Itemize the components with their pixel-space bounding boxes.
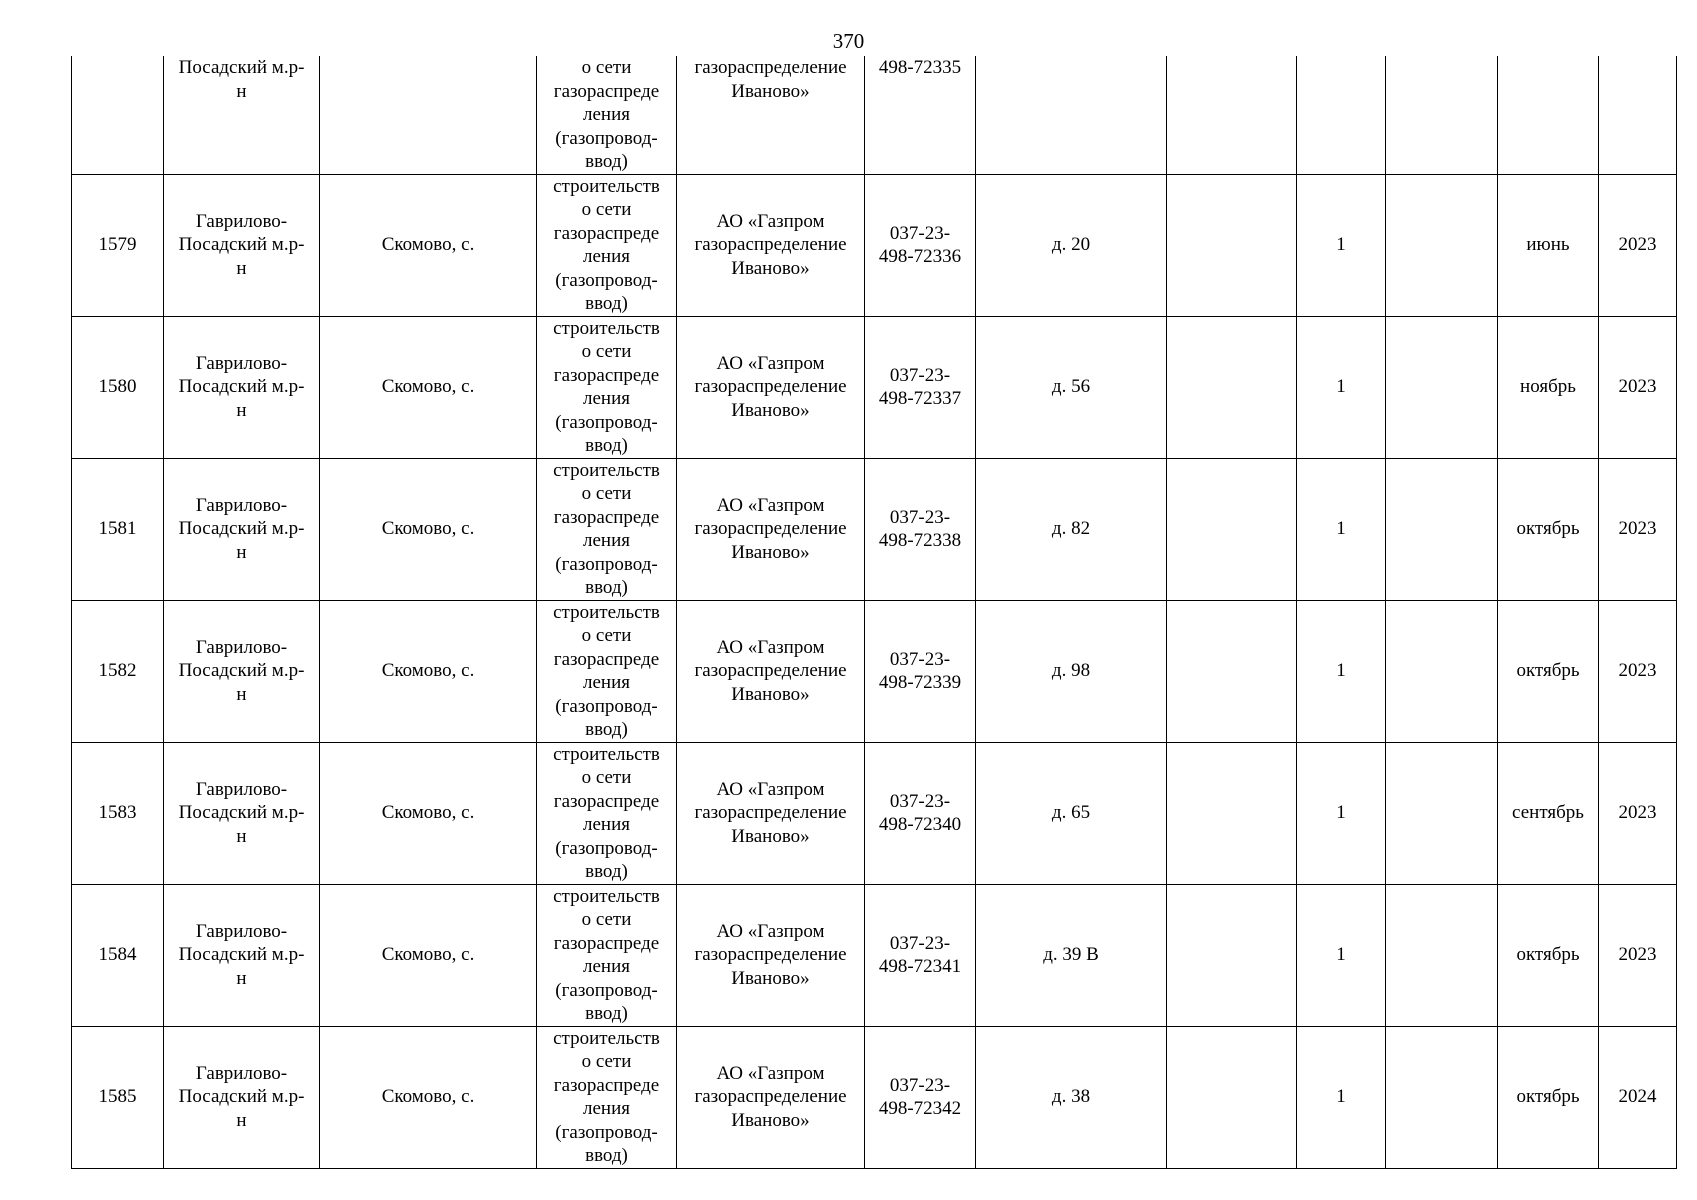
cell-settlement: Скомово, с.	[320, 316, 537, 458]
cell-district: Гаврилово- Посадский м.р- н	[164, 884, 320, 1026]
cell-count: 1	[1297, 458, 1386, 600]
cell-year: 2023	[1599, 458, 1677, 600]
cell-num: 1579	[72, 174, 164, 316]
cell-organization: АО «Газпром газораспределение Иваново»	[677, 600, 865, 742]
cell-work-type: строительств о сети газораспреде ления (газопровод- ввод)	[537, 884, 677, 1026]
table-row	[72, 316, 1677, 458]
cell-num	[72, 56, 164, 174]
cell-district: Гаврилово- Посадский м.р- н	[164, 458, 320, 600]
table-row	[72, 458, 1677, 600]
cell-count: 1	[1297, 884, 1386, 1026]
cell-code: 037-23- 498-72337	[865, 316, 976, 458]
cell-settlement: Скомово, с.	[320, 174, 537, 316]
cell-district: Гаврилово- Посадский м.р- н	[164, 600, 320, 742]
cell-month	[1498, 56, 1599, 174]
cell-num: 1580	[72, 316, 164, 458]
cell-work-type: строительств о сети газораспреде ления (газопровод- ввод)	[537, 1026, 677, 1168]
data-table	[71, 56, 1677, 1169]
cell-empty-1	[1167, 56, 1297, 174]
cell-address: д. 56	[976, 316, 1167, 458]
cell-work-type: строительств о сети газораспреде ления (газопровод- ввод)	[537, 458, 677, 600]
cell-month: ноябрь	[1498, 316, 1599, 458]
table-row	[72, 1026, 1677, 1168]
cell-empty-1	[1167, 316, 1297, 458]
cell-settlement: Скомово, с.	[320, 742, 537, 884]
cell-work-type: строительств о сети газораспреде ления (газопровод- ввод)	[537, 174, 677, 316]
cell-num: 1584	[72, 884, 164, 1026]
cell-organization: АО «Газпром газораспределение Иваново»	[677, 1026, 865, 1168]
cell-empty-1	[1167, 1026, 1297, 1168]
cell-month: июнь	[1498, 174, 1599, 316]
cell-organization: АО «Газпром газораспределение Иваново»	[677, 174, 865, 316]
cell-address: д. 20	[976, 174, 1167, 316]
table-row	[72, 174, 1677, 316]
cell-code: 037-23- 498-72342	[865, 1026, 976, 1168]
table-row	[72, 600, 1677, 742]
cell-count: 1	[1297, 600, 1386, 742]
cell-num: 1582	[72, 600, 164, 742]
cell-empty-2	[1386, 884, 1498, 1026]
cell-year	[1599, 56, 1677, 174]
cell-month: октябрь	[1498, 1026, 1599, 1168]
cell-empty-2	[1386, 316, 1498, 458]
cell-work-type: строительств о сети газораспреде ления (газопровод- ввод)	[537, 316, 677, 458]
cell-empty-1	[1167, 458, 1297, 600]
cell-year: 2023	[1599, 884, 1677, 1026]
cell-month: сентябрь	[1498, 742, 1599, 884]
cell-num: 1581	[72, 458, 164, 600]
cell-address	[976, 56, 1167, 174]
table-row	[72, 884, 1677, 1026]
cell-settlement: Скомово, с.	[320, 1026, 537, 1168]
cell-year: 2024	[1599, 1026, 1677, 1168]
page-number: 370	[832, 29, 865, 53]
cell-address: д. 98	[976, 600, 1167, 742]
cell-settlement: Скомово, с.	[320, 458, 537, 600]
cell-empty-1	[1167, 174, 1297, 316]
cell-num: 1585	[72, 1026, 164, 1168]
cell-year: 2023	[1599, 316, 1677, 458]
cell-count: 1	[1297, 316, 1386, 458]
cell-settlement: Скомово, с.	[320, 600, 537, 742]
cell-district: Гаврилово- Посадский м.р- н	[164, 742, 320, 884]
cell-address: д. 82	[976, 458, 1167, 600]
table-row	[72, 742, 1677, 884]
cell-month: октябрь	[1498, 884, 1599, 1026]
cell-code: 037-23- 498-72336	[865, 174, 976, 316]
cell-count	[1297, 56, 1386, 174]
cell-address: д. 38	[976, 1026, 1167, 1168]
cell-empty-2	[1386, 742, 1498, 884]
cell-district: Гаврилово- Посадский м.р- н	[164, 174, 320, 316]
cell-code: 037-23- 498-72338	[865, 458, 976, 600]
cell-settlement: Скомово, с.	[320, 884, 537, 1026]
cell-empty-1	[1167, 742, 1297, 884]
cell-organization: АО «Газпром газораспределение Иваново»	[677, 458, 865, 600]
cell-organization: газораспределение Иваново»	[677, 56, 865, 174]
cell-year: 2023	[1599, 742, 1677, 884]
cell-month: октябрь	[1498, 600, 1599, 742]
cell-empty-2	[1386, 458, 1498, 600]
cell-year: 2023	[1599, 174, 1677, 316]
cell-empty-2	[1386, 1026, 1498, 1168]
cell-address: д. 65	[976, 742, 1167, 884]
cell-code: 498-72335	[865, 56, 976, 174]
cell-settlement	[320, 56, 537, 174]
cell-district: Посадский м.р- н	[164, 56, 320, 174]
cell-work-type: строительств о сети газораспреде ления (газопровод- ввод)	[537, 600, 677, 742]
cell-organization: АО «Газпром газораспределение Иваново»	[677, 742, 865, 884]
cell-organization: АО «Газпром газораспределение Иваново»	[677, 316, 865, 458]
cell-count: 1	[1297, 1026, 1386, 1168]
cell-empty-2	[1386, 600, 1498, 742]
cell-district: Гаврилово- Посадский м.р- н	[164, 316, 320, 458]
table-row-continued	[72, 56, 1677, 174]
cell-count: 1	[1297, 174, 1386, 316]
cell-district: Гаврилово- Посадский м.р- н	[164, 1026, 320, 1168]
cell-year: 2023	[1599, 600, 1677, 742]
cell-month: октябрь	[1498, 458, 1599, 600]
cell-num: 1583	[72, 742, 164, 884]
cell-code: 037-23- 498-72341	[865, 884, 976, 1026]
cell-empty-1	[1167, 600, 1297, 742]
cell-empty-2	[1386, 56, 1498, 174]
cell-work-type: строительств о сети газораспреде ления (газопровод- ввод)	[537, 742, 677, 884]
cell-code: 037-23- 498-72340	[865, 742, 976, 884]
cell-organization: АО «Газпром газораспределение Иваново»	[677, 884, 865, 1026]
cell-address: д. 39 В	[976, 884, 1167, 1026]
cell-work-type: о сети газораспреде ления (газопровод- ввод)	[537, 56, 677, 174]
cell-code: 037-23- 498-72339	[865, 600, 976, 742]
cell-count: 1	[1297, 742, 1386, 884]
cell-empty-2	[1386, 174, 1498, 316]
cell-empty-1	[1167, 884, 1297, 1026]
